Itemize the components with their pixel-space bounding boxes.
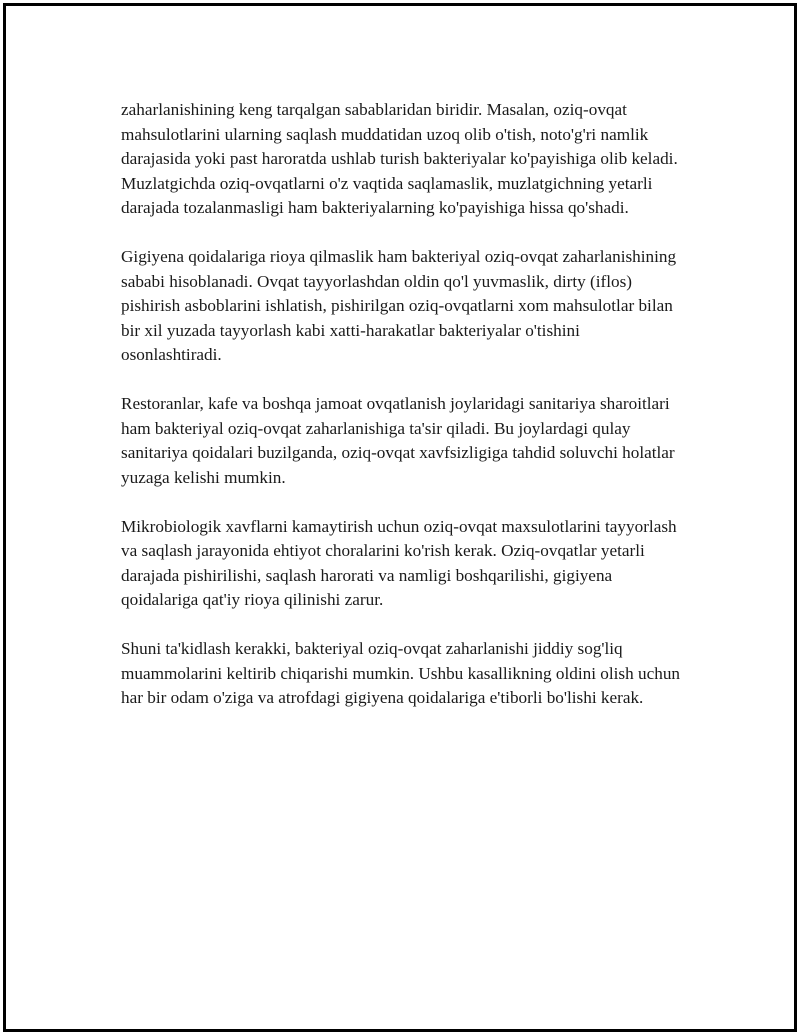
document-body: [121, 98, 681, 735]
paragraph: Mikrobiologik xavflarni kamaytirish uchun oziq-ovqat maxsulotlarini tayyorlash va saqlash jarayonida ehtiyot choralarini ko'rish kerak. Oziq-ovqatlar yetarli darajada pishirilishi, saqlash harorati va namligi boshqarilishi, gigiyena qoidalariga qat'iy rioya qilinishi zarur.: [121, 516, 677, 609]
paragraph: zaharlanishining keng tarqalgan sabablaridan biridir. Masalan, oziq-ovqat mahsulotlarini ularning saqlash muddatidan uzoq olib o'tish, noto'g'ri namlik darajasida yoki past haroratda ushlab turish bakteriyalar ko'payishiga olib keladi. Muzlatgichda oziq-ovqatlarni o'z vaqtida saqlamaslik, muzlatgichning yetarli darajada tozalanmasligi ham bakteriyalarning ko'payishiga hissa qo'shadi.: [121, 100, 678, 217]
paragraph: Shuni ta'kidlash kerakki, bakteriyal oziq-ovqat zaharlanishi jiddiy sog'liq muammolarini keltirib chiqarishi mumkin. Ushbu kasallikning oldini olish uchun har bir odam o'ziga va atrofdagi gigiyena qoidalariga e'tiborli bo'lishi kerak.: [121, 639, 681, 707]
paragraph: Restoranlar, kafe va boshqa jamoat ovqatlanish joylaridagi sanitariya sharoitlari ham bakteriyal oziq-ovqat zaharlanishiga ta'sir qiladi. Bu joylardagi qulay sanitariya qoidalari buzilganda, oziq-ovqat xavfsizligiga tahdid soluvchi holatlar yuzaga kelishi mumkin.: [121, 394, 675, 487]
paragraph: Gigiyena qoidalariga rioya qilmaslik ham bakteriyal oziq-ovqat zaharlanishining sababi hisoblanadi. Ovqat tayyorlashdan oldin qo'l yuvmaslik, dirty (iflos) pishirish asboblarini ishlatish, pishirilgan oziq-ovqatlarni xom mahsulotlar bilan bir xil yuzada tayyorlash kabi xatti-harakatlar bakteriyalar o'tishini osonlashtiradi.: [121, 247, 677, 364]
page-frame: [3, 3, 797, 1032]
